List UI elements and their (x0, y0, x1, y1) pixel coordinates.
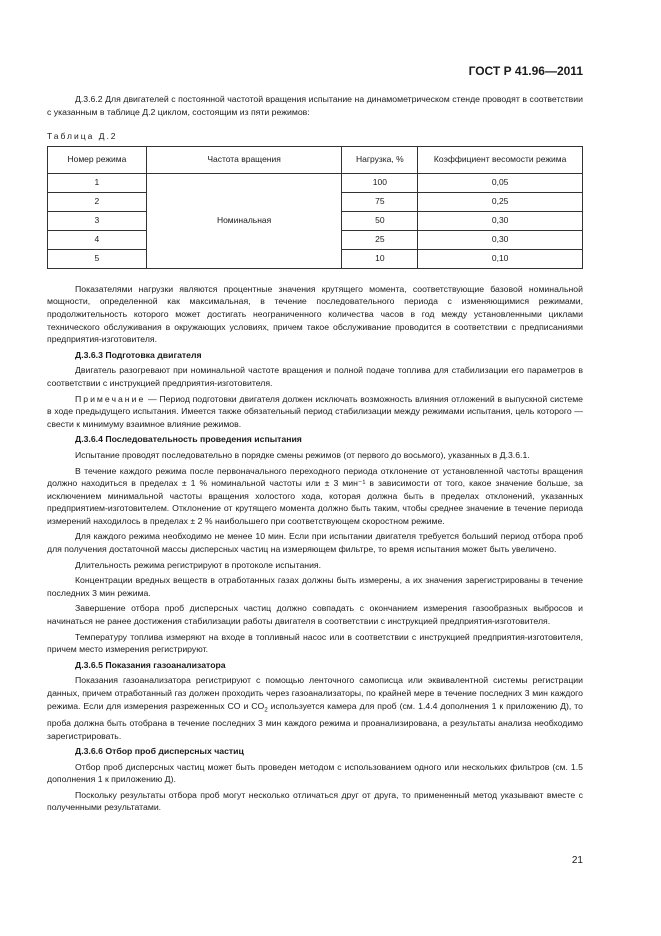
modes-table (47, 146, 583, 269)
body-paragraph: Температуру топлива измеряют на входе в топливный насос или в соответствии с инструкцией предприятия-изготовителя, причем место измерения регистрируют. (47, 631, 583, 655)
body-paragraph (47, 674, 583, 742)
text-run: Показания газоанализатора регистрируют с помощью ленточного самописца или эквивалентной системы регистрации данных, причем отработанный газ должен проходить через газоанализаторы, по крайней мере в течение последних 3 мин каждого режима. Если для измерения разреженных CO и CO (47, 675, 583, 711)
coef-value: 0,30 (418, 230, 583, 249)
coef-value: 0,30 (418, 211, 583, 230)
body-paragraph: Длительность режима регистрируют в протоколе испытания. (75, 559, 322, 570)
subscript: 2 (264, 707, 268, 714)
table-header-row (48, 146, 583, 173)
header-mode-number: Номер режима (48, 146, 147, 173)
text-run: используется камера для проб (см. 1.4.4 дополнения 1 к приложению Д), то проба должна быть отобрана в течение последних 3 мин каждого режима и проанализирована, а результаты анализа необходимо зарегистрировать. (47, 700, 583, 741)
body-paragraph: Концентрации вредных веществ в отработанных газах должны быть измерены, а их значения зарегистрированы в течение последних 3 мин режима. (47, 575, 583, 598)
body-paragraph: Для каждого режима необходимо не менее 10 мин. Если при испытании двигателя требуется больший период отбора проб для получения достаточной массы дисперсных частиц на измеряющем фильтре, то время испытания может быть увеличено. (47, 531, 583, 555)
mode-number: 1 (48, 173, 147, 192)
mode-number: 3 (48, 211, 147, 230)
body-paragraph: Завершение отбора проб дисперсных частиц должно совпадать с окончанием измерения газообразных выбросов и начинаться не ранее достижения стабилизации работы двигателя в соответствии с инструкцией предприятия-изготовителя. (47, 603, 583, 627)
body-paragraph: Поскольку результаты отбора проб могут несколько отличаться друг от друга, то примененный метод указывают вместе с полученными результатами. (47, 789, 583, 813)
section-heading: Д.3.6.5 Показания газоанализатора (75, 659, 226, 670)
speed-cell: Номинальная (146, 173, 342, 268)
load-value: 100 (342, 173, 418, 192)
coef-value: 0,05 (418, 173, 583, 192)
note-label: Примечание (75, 393, 146, 404)
load-definition-paragraph: Показателями нагрузки являются процентные значения крутящего момента, соответствующие базовой номинальной мощности, определенной как максимальная, в течение последовательного периода с изменяющимися режимами, продолжительность которого может достигать неограниченного количества часов в год между установленными циклами технического обслуживания в окружающих условиях, причем такое обслуживание проводится в соответствии с предписаниями предприятия-изготовителя. (47, 283, 583, 345)
intro-paragraph: Д.3.6.2 Для двигателей с постоянной частотой вращения испытание на динамометрическом стенде проводят в соответствии с указанным в таблице Д.2 циклом, состоящим из пяти режимов: (47, 94, 583, 117)
load-value: 75 (342, 192, 418, 211)
coef-value: 0,25 (418, 192, 583, 211)
section-heading: Д.3.6.4 Последовательность проведения испытания (75, 434, 302, 445)
header-speed: Частота вращения (146, 146, 342, 173)
body-paragraph: В течение каждого режима после первоначального переходного периода отклонение от установленной частоты вращения должно находиться в пределах ± 1 % номинальной частоты или ± 3 мин⁻¹ в зависимости от того, какое значение больше, за исключением минимальной частоты вращения холостого хода, которая должна быть в пределах отклонений, указанных предприятием-изготовителем. Отклонение от крутящего момента должно быть таким, чтобы среднее значение в течение периода измерений находилось в пределах ± 2 % наибольшего при соответствующем скоростном режиме. (47, 465, 583, 526)
mode-number: 5 (48, 249, 147, 268)
table-caption: Таблица Д.2 (47, 131, 118, 142)
mode-number: 2 (48, 192, 147, 211)
page-content (47, 93, 583, 817)
load-value: 25 (342, 230, 418, 249)
body-paragraph: Отбор проб дисперсных частиц может быть проведен методом с использованием одного или нескольких фильтров (см. 1.5 дополнения 1 к приложению Д). (47, 761, 583, 785)
mode-number: 4 (48, 230, 147, 249)
section-heading: Д.3.6.3 Подготовка двигателя (75, 349, 202, 360)
load-value: 50 (342, 211, 418, 230)
page-number: 21 (571, 855, 583, 866)
table-row (48, 173, 583, 192)
body-paragraph: Испытание проводят последовательно в порядке смены режимов (от первого до восьмого), указанных в Д.3.6.1. (75, 449, 530, 460)
warmup-paragraph: Двигатель разогревают при номинальной частоте вращения и полной подаче топлива для стабилизации его параметров в соответствии с инструкцией предприятия-изготовителя. (47, 365, 583, 388)
note-paragraph (47, 393, 583, 431)
coef-value: 0,10 (418, 249, 583, 268)
header-weight-coef: Коэффициент весомости режима (418, 146, 583, 173)
section-heading: Д.3.6.6 Отбор проб дисперсных частиц (75, 746, 244, 757)
document-header: ГОСТ Р 41.96—2011 (468, 64, 583, 78)
header-load: Нагрузка, % (342, 146, 418, 173)
note-text: — Период подготовки двигателя должен исключать возможность влияния отложений в выпускной системе в ходе предыдущего испытания. Имеется также обязательный период стабилизации между режимами испытания, цель которого — свести к минимуму взаимное влияние режимов. (47, 393, 583, 429)
load-value: 10 (342, 249, 418, 268)
